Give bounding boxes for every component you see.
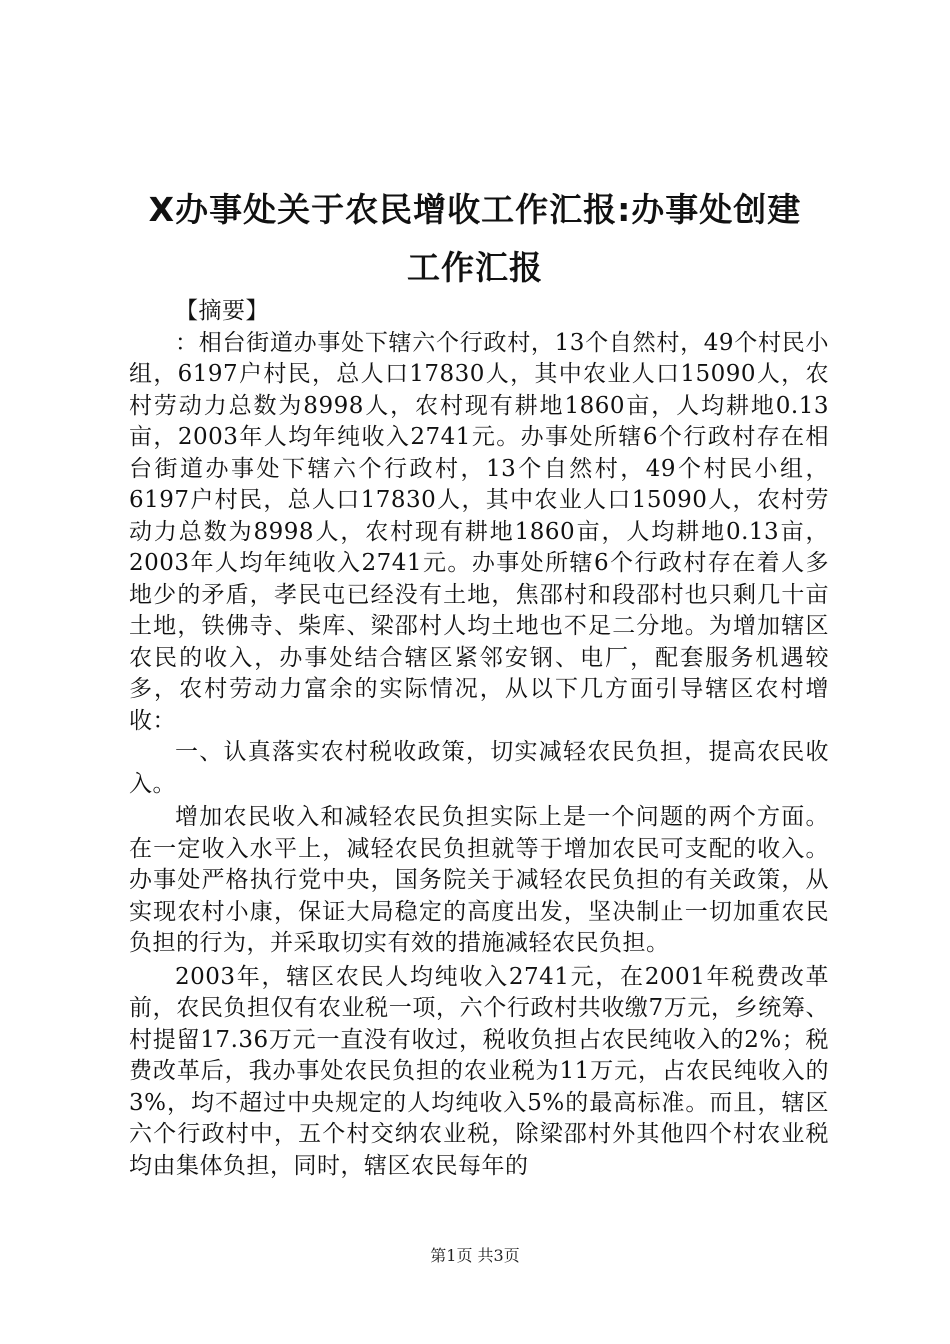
abstract-label: 【摘要】: [175, 298, 269, 324]
document-title-line-1: X办事处关于农民增收工作汇报:办事处创建: [148, 190, 802, 229]
body-paragraph: 增加农民收入和减轻农民负担实际上是一个问题的两个方面。在一定收入水平上，减轻农民负担就等于增加农民可支配的收入。办事处严格执行党中央，国务院关于减轻农民负担的有关政策，从实现农村小康，保证大局稳定的高度出发，坚决制止一切加重农民负担的行为，并采取切实有效的措施减轻农民负担。: [129, 804, 829, 956]
body-paragraph: 2003年，辖区农民人均纯收入2741元，在2001年税费改革前，农民负担仅有农业税一项，六个行政村共收缴7万元，乡统筹、村提留17.36万元一直没有收过，税收负担占农民纯收入的2%；税费改革后，我办事处农民负担的农业税为11万元，占农民纯收入的3%，均不超过中央规定的人均纯收入5%的最高标准。而且，辖区六个行政村中，五个村交纳农业税，除梁邵村外其他四个村农业税均由集体负担，同时，辖区农民每年的: [129, 963, 829, 1179]
abstract-paragraph: ：相台街道办事处下辖六个行政村，13个自然村，49个村民小组，6197户村民，总人口17830人，其中农业人口15090人，农村劳动力总数为8998人，农村现有耕地1860亩，人均耕地0.13亩，2003年人均年纯收入2741元。办事处所辖6个行政村存在相台街道办事处下辖六个行政村，13个自然村，49个村民小组，6197户村民，总人口17830人，其中农业人口15090人，农村劳动力总数为8998人，农村现有耕地1860亩，人均耕地0.13亩，2003年人均年纯收入2741元。办事处所辖6个行政村存在着人多地少的矛盾，孝民屯已经没有土地，焦邵村和段邵村也只剩几十亩土地，铁佛寺、柴库、梁邵村人均土地也不足二分地。为增加辖区农民的收入，办事处结合辖区紧邻安钢、电厂，配套服务机遇较多，农村劳动力富余的实际情况，从以下几方面引导辖区农村增收：: [129, 329, 829, 734]
document-body: [129, 296, 829, 1182]
page-number-footer: 第1页 共3页: [430, 1246, 520, 1265]
document-title-line-2: 工作汇报: [407, 248, 543, 287]
section-heading-1: 一、认真落实农村税收政策，切实减轻农民负担，提高农民收入。: [129, 739, 829, 797]
